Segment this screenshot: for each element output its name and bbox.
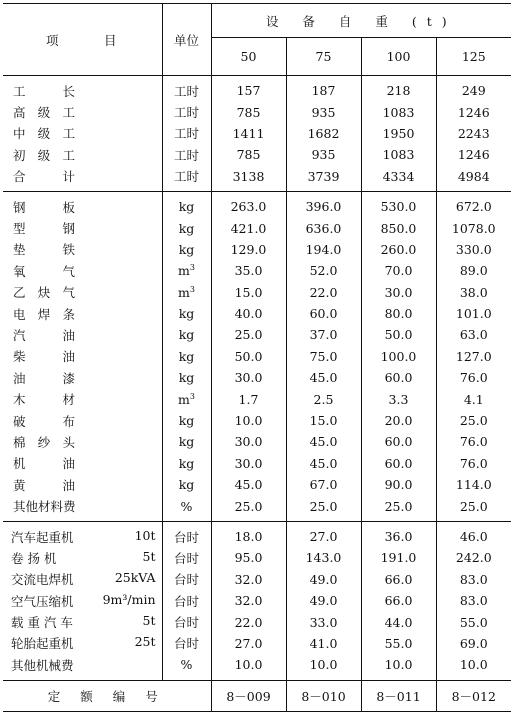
- labor-value: 187: [286, 76, 361, 102]
- labor-value: 1950: [361, 123, 436, 144]
- labor-row: [3, 166, 511, 192]
- labor-name: [3, 76, 162, 102]
- labor-section: [3, 76, 511, 192]
- header-item: 项 目: [3, 4, 162, 76]
- machine-spec: 25t: [134, 634, 156, 650]
- material-value: 114.0: [436, 474, 511, 495]
- machine-value: 83.0: [436, 590, 511, 611]
- machine-value: 46.0: [436, 521, 511, 547]
- header-weight-75: 75: [286, 38, 361, 76]
- unit-text: %: [180, 657, 193, 673]
- labor-row: [3, 76, 511, 102]
- unit-text: kg: [178, 220, 195, 236]
- machine-value: 242.0: [436, 547, 511, 568]
- material-name: [3, 324, 162, 345]
- labor-name-char: 初: [13, 147, 26, 163]
- material-unit: [162, 260, 211, 281]
- material-name-char: 钢: [13, 199, 26, 215]
- unit-text: kg: [178, 455, 195, 471]
- material-value: 25.0: [211, 324, 286, 345]
- material-value: 194.0: [286, 239, 361, 260]
- labor-value: 1083: [361, 144, 436, 165]
- material-value: 45.0: [211, 474, 286, 495]
- unit-text: 台时: [173, 529, 199, 545]
- material-name-char: 电: [13, 306, 26, 322]
- material-row: [3, 367, 511, 388]
- labor-value: 935: [286, 101, 361, 122]
- machine-row: [3, 569, 511, 590]
- material-value: 90.0: [361, 474, 436, 495]
- machine-name: [3, 547, 162, 568]
- material-value: 45.0: [286, 453, 361, 474]
- material-value: 1078.0: [436, 217, 511, 238]
- material-value: 129.0: [211, 239, 286, 260]
- material-name-char: 油: [62, 456, 75, 472]
- material-row: [3, 495, 511, 521]
- labor-name-char: 工: [62, 126, 75, 142]
- machine-value: 36.0: [361, 521, 436, 547]
- material-value: 10.0: [211, 410, 286, 431]
- unit-text: kg: [178, 370, 195, 386]
- material-name-char: 布: [62, 413, 75, 429]
- labor-name-char: 工: [62, 147, 75, 163]
- machine-row: [3, 611, 511, 632]
- material-unit: [162, 388, 211, 409]
- material-row: [3, 346, 511, 367]
- unit-text: kg: [178, 477, 195, 493]
- machine-value: 44.0: [361, 611, 436, 632]
- machine-unit: [162, 521, 211, 547]
- header-weight-50: 50: [211, 38, 286, 76]
- material-unit: [162, 346, 211, 367]
- material-name-char: 木: [13, 392, 26, 408]
- material-name: [3, 191, 162, 217]
- material-name: [3, 282, 162, 303]
- material-name-char: 汽: [13, 327, 26, 343]
- labor-name: [3, 144, 162, 165]
- material-value: 101.0: [436, 303, 511, 324]
- labor-name-char: 级: [37, 126, 51, 142]
- labor-name-char: 工: [13, 83, 26, 99]
- quota-table: [3, 3, 511, 712]
- material-name-char: 柴: [13, 349, 26, 365]
- machine-value: 27.0: [211, 633, 286, 654]
- machine-row: [3, 590, 511, 611]
- material-value: 3.3: [361, 388, 436, 409]
- material-name-char: 头: [62, 434, 75, 450]
- material-value: 2.5: [286, 388, 361, 409]
- material-value: 260.0: [361, 239, 436, 260]
- material-value: 38.0: [436, 282, 511, 303]
- material-name-char: 乙: [13, 285, 26, 301]
- material-value: 1.7: [211, 388, 286, 409]
- material-name-char: 漆: [62, 370, 75, 386]
- machine-value: 18.0: [211, 521, 286, 547]
- labor-value: 4334: [361, 166, 436, 192]
- material-name-char: 油: [62, 349, 75, 365]
- header-unit: 单位: [162, 4, 211, 76]
- machine-row: [3, 547, 511, 568]
- unit-text: 台时: [173, 615, 199, 631]
- machine-value: 55.0: [361, 633, 436, 654]
- unit-text: %: [180, 498, 193, 514]
- machine-value: 10.0: [361, 654, 436, 680]
- material-name-char: 材: [62, 392, 75, 408]
- labor-name-char: 级: [37, 105, 51, 121]
- machine-value: 10.0: [436, 654, 511, 680]
- material-value: 75.0: [286, 346, 361, 367]
- machine-spec: 9m³/min: [102, 591, 156, 607]
- material-value: 52.0: [286, 260, 361, 281]
- machine-spec: 25kVA: [114, 570, 156, 586]
- material-unit: [162, 239, 211, 260]
- material-value: 63.0: [436, 324, 511, 345]
- labor-unit: [162, 166, 211, 192]
- labor-unit: [162, 144, 211, 165]
- labor-value: 3138: [211, 166, 286, 192]
- material-value: 76.0: [436, 367, 511, 388]
- machine-name: [3, 633, 162, 654]
- material-name: [3, 474, 162, 495]
- machine-name: [3, 611, 162, 632]
- unit-text: m: [178, 284, 190, 300]
- machine-value: 66.0: [361, 590, 436, 611]
- labor-name-char: 级: [37, 147, 51, 163]
- material-name-char: 铁: [62, 242, 75, 258]
- machine-name: [3, 521, 162, 547]
- unit-text: kg: [178, 434, 195, 450]
- material-name-char: 板: [62, 199, 75, 215]
- unit-text: 工时: [173, 147, 199, 163]
- material-name: [3, 239, 162, 260]
- material-unit: [162, 282, 211, 303]
- material-name-char: 垫: [13, 242, 26, 258]
- material-name: [3, 495, 162, 521]
- machine-unit: [162, 569, 211, 590]
- machine-value: 22.0: [211, 611, 286, 632]
- labor-value: 218: [361, 76, 436, 102]
- unit-superscript: 3: [189, 263, 195, 273]
- labor-value: 785: [211, 144, 286, 165]
- material-value: 45.0: [286, 431, 361, 452]
- labor-value: 785: [211, 101, 286, 122]
- material-value: 850.0: [361, 217, 436, 238]
- material-row: [3, 191, 511, 217]
- machine-row: [3, 521, 511, 547]
- material-value: 60.0: [286, 303, 361, 324]
- material-value: 30.0: [361, 282, 436, 303]
- header-weight-100: 100: [361, 38, 436, 76]
- material-row: [3, 303, 511, 324]
- material-value: 60.0: [361, 431, 436, 452]
- quota-code: 8－009: [211, 680, 286, 711]
- machine-unit: [162, 654, 211, 680]
- material-unit: [162, 303, 211, 324]
- material-row: [3, 239, 511, 260]
- machine-value: 27.0: [286, 521, 361, 547]
- machine-unit: [162, 547, 211, 568]
- material-unit: [162, 324, 211, 345]
- machine-value: 32.0: [211, 590, 286, 611]
- unit-text: kg: [178, 241, 195, 257]
- machine-spec: 10t: [134, 527, 156, 543]
- unit-text: 工时: [173, 105, 199, 121]
- machine-label: 交流电焊机: [11, 572, 74, 588]
- material-value: 25.0: [436, 410, 511, 431]
- material-value: 80.0: [361, 303, 436, 324]
- unit-text: 台时: [173, 636, 199, 652]
- machine-value: 143.0: [286, 547, 361, 568]
- material-name-char: 油: [13, 370, 26, 386]
- machine-value: 33.0: [286, 611, 361, 632]
- machine-label: 轮胎起重机: [11, 636, 74, 652]
- quota-table-container: [3, 3, 511, 712]
- machine-label: 载 重 汽 车: [11, 615, 73, 631]
- labor-name-char: 计: [62, 169, 75, 185]
- material-value: 25.0: [211, 495, 286, 521]
- material-name-char: 钢: [62, 221, 75, 237]
- material-value: 20.0: [361, 410, 436, 431]
- material-name: [3, 410, 162, 431]
- material-value: 4.1: [436, 388, 511, 409]
- machine-label: 空气压缩机: [11, 593, 74, 609]
- labor-value: 1411: [211, 123, 286, 144]
- material-value: 15.0: [211, 282, 286, 303]
- header-weight-125: 125: [436, 38, 511, 76]
- machine-value: 191.0: [361, 547, 436, 568]
- unit-text: m: [178, 263, 190, 279]
- machine-unit: [162, 590, 211, 611]
- material-row: [3, 453, 511, 474]
- material-name-char: 破: [13, 413, 26, 429]
- labor-name-char: 高: [13, 105, 26, 121]
- machine-value: 83.0: [436, 569, 511, 590]
- material-row: [3, 410, 511, 431]
- material-name-char: 气: [62, 285, 75, 301]
- labor-value: 1682: [286, 123, 361, 144]
- unit-text: kg: [178, 199, 195, 215]
- material-value: 30.0: [211, 453, 286, 474]
- footer-label: 定 额 编 号: [3, 680, 211, 711]
- material-name: [3, 453, 162, 474]
- material-value: 60.0: [361, 367, 436, 388]
- unit-text: kg: [178, 327, 195, 343]
- material-name-char: 条: [62, 306, 75, 322]
- material-unit: [162, 217, 211, 238]
- material-name: [3, 217, 162, 238]
- labor-value: 249: [436, 76, 511, 102]
- labor-value: 1246: [436, 144, 511, 165]
- unit-text: 工时: [173, 83, 199, 99]
- material-value: 530.0: [361, 191, 436, 217]
- labor-value: 3739: [286, 166, 361, 192]
- machine-row: [3, 654, 511, 680]
- labor-name: [3, 166, 162, 192]
- labor-value: 4984: [436, 166, 511, 192]
- material-value: 67.0: [286, 474, 361, 495]
- material-name-char: 炔: [37, 285, 51, 301]
- material-value: 37.0: [286, 324, 361, 345]
- labor-name-char: 工: [62, 105, 75, 121]
- labor-value: 157: [211, 76, 286, 102]
- machine-spec: 5t: [142, 613, 156, 629]
- unit-text: kg: [178, 306, 195, 322]
- material-value: 22.0: [286, 282, 361, 303]
- material-unit: [162, 367, 211, 388]
- quota-code: 8－011: [361, 680, 436, 711]
- material-unit: [162, 431, 211, 452]
- material-value: 672.0: [436, 191, 511, 217]
- material-value: 35.0: [211, 260, 286, 281]
- labor-value: 1083: [361, 101, 436, 122]
- material-name-char: 黄: [13, 477, 26, 493]
- material-value: 421.0: [211, 217, 286, 238]
- labor-name: [3, 123, 162, 144]
- material-unit: [162, 453, 211, 474]
- material-row: [3, 282, 511, 303]
- material-value: 89.0: [436, 260, 511, 281]
- machine-section: [3, 521, 511, 680]
- machine-unit: [162, 611, 211, 632]
- unit-text: 台时: [173, 593, 199, 609]
- material-value: 636.0: [286, 217, 361, 238]
- material-name-char: 氧: [13, 263, 26, 279]
- labor-value: 1246: [436, 101, 511, 122]
- header-weight-group: 设 备 自 重 (t): [211, 4, 511, 38]
- machine-value: 10.0: [286, 654, 361, 680]
- material-name-char: 焊: [37, 306, 51, 322]
- material-name-char: 棉: [13, 434, 26, 450]
- machine-value: 69.0: [436, 633, 511, 654]
- machine-value: 10.0: [211, 654, 286, 680]
- labor-unit: [162, 76, 211, 102]
- material-value: 396.0: [286, 191, 361, 217]
- machine-spec: 5t: [142, 548, 156, 564]
- material-row: [3, 431, 511, 452]
- labor-value: 935: [286, 144, 361, 165]
- material-name: [3, 367, 162, 388]
- material-unit: [162, 495, 211, 521]
- labor-name: [3, 101, 162, 122]
- unit-text: m: [178, 391, 190, 407]
- material-value: 30.0: [211, 431, 286, 452]
- material-section: [3, 191, 511, 521]
- material-value: 330.0: [436, 239, 511, 260]
- footer-row: [3, 680, 511, 711]
- labor-row: [3, 144, 511, 165]
- machine-value: 66.0: [361, 569, 436, 590]
- machine-value: 49.0: [286, 590, 361, 611]
- machine-name: [3, 590, 162, 611]
- material-value: 70.0: [361, 260, 436, 281]
- labor-name-char: 中: [13, 126, 26, 142]
- machine-value: 41.0: [286, 633, 361, 654]
- material-value: 100.0: [361, 346, 436, 367]
- machine-name: [3, 654, 162, 680]
- labor-value: 2243: [436, 123, 511, 144]
- labor-name-char: 合: [13, 169, 26, 185]
- material-name-char: 油: [62, 477, 75, 493]
- machine-label: 其他机械费: [11, 657, 74, 673]
- material-name: [3, 346, 162, 367]
- material-value: 76.0: [436, 453, 511, 474]
- material-name-text: 其他材料费: [13, 499, 76, 515]
- machine-value: 32.0: [211, 569, 286, 590]
- material-name-char: 机: [13, 456, 26, 472]
- labor-row: [3, 123, 511, 144]
- material-row: [3, 324, 511, 345]
- material-name-char: 纱: [37, 434, 51, 450]
- material-value: 263.0: [211, 191, 286, 217]
- material-row: [3, 474, 511, 495]
- material-unit: [162, 474, 211, 495]
- material-value: 30.0: [211, 367, 286, 388]
- material-value: 25.0: [361, 495, 436, 521]
- material-name-char: 油: [62, 327, 75, 343]
- unit-text: 台时: [173, 572, 199, 588]
- material-unit: [162, 191, 211, 217]
- material-value: 127.0: [436, 346, 511, 367]
- material-value: 15.0: [286, 410, 361, 431]
- labor-name-char: 长: [62, 83, 75, 99]
- labor-unit: [162, 123, 211, 144]
- material-row: [3, 388, 511, 409]
- unit-superscript: 3: [189, 391, 195, 401]
- material-name: [3, 431, 162, 452]
- unit-superscript: 3: [189, 284, 195, 294]
- material-unit: [162, 410, 211, 431]
- material-value: 40.0: [211, 303, 286, 324]
- material-row: [3, 217, 511, 238]
- machine-name: [3, 569, 162, 590]
- machine-value: 49.0: [286, 569, 361, 590]
- material-row: [3, 260, 511, 281]
- unit-text: 工时: [173, 169, 199, 185]
- unit-text: 台时: [173, 550, 199, 566]
- material-value: 50.0: [361, 324, 436, 345]
- labor-row: [3, 101, 511, 122]
- machine-value: 95.0: [211, 547, 286, 568]
- material-name: [3, 260, 162, 281]
- material-value: 76.0: [436, 431, 511, 452]
- machine-value: 55.0: [436, 611, 511, 632]
- quota-code: 8－010: [286, 680, 361, 711]
- material-name: [3, 303, 162, 324]
- quota-code: 8－012: [436, 680, 511, 711]
- unit-text: 工时: [173, 126, 199, 142]
- labor-unit: [162, 101, 211, 122]
- machine-row: [3, 633, 511, 654]
- material-name-char: 型: [13, 221, 26, 237]
- machine-label: 汽车起重机: [11, 529, 74, 545]
- unit-text: kg: [178, 348, 195, 364]
- material-name-char: 气: [62, 263, 75, 279]
- material-name: [3, 388, 162, 409]
- material-value: 45.0: [286, 367, 361, 388]
- material-value: 25.0: [436, 495, 511, 521]
- unit-text: kg: [178, 413, 195, 429]
- material-value: 50.0: [211, 346, 286, 367]
- machine-unit: [162, 633, 211, 654]
- machine-label: 卷 扬 机: [11, 550, 57, 566]
- material-value: 25.0: [286, 495, 361, 521]
- material-value: 60.0: [361, 453, 436, 474]
